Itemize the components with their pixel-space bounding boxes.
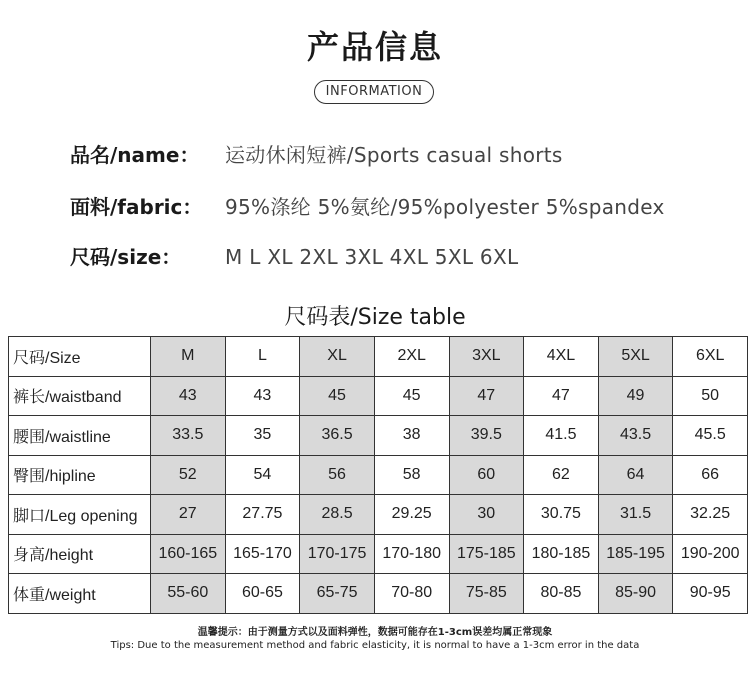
table-cell: 170-180	[374, 534, 449, 574]
table-cell: 45	[374, 376, 449, 416]
table-cell: 52	[151, 455, 226, 495]
tips-english: Tips: Due to the measurement method and fabric elasticity, it is normal to have a 1-3cm error in the data	[110, 640, 640, 651]
table-cell: 3XL	[449, 337, 524, 377]
row-label-cell: 尺码/Size	[9, 337, 151, 377]
table-cell: 45.5	[673, 416, 748, 456]
tips-chinese: 温馨提示：由于测量方式以及面料弹性，数据可能存在1-3cm误差均属正常现象	[197, 627, 553, 638]
fabric-label: 面料/fabric：	[70, 195, 203, 219]
table-cell: XL	[300, 337, 375, 377]
table-cell: 6XL	[673, 337, 748, 377]
info-row-size	[70, 242, 518, 272]
table-cell: 38	[374, 416, 449, 456]
table-cell: M	[151, 337, 226, 377]
information-badge: INFORMATION	[314, 80, 434, 104]
table-cell: 75-85	[449, 574, 524, 614]
row-label-cell: 身高/height	[9, 534, 151, 574]
table-cell: 2XL	[374, 337, 449, 377]
table-cell: 47	[524, 376, 599, 416]
table-row	[9, 416, 748, 456]
size-table-title: 尺码表/Size table	[284, 305, 466, 330]
name-label: 品名/name：	[70, 143, 200, 167]
fabric-value: 95%涤纶 5%氨纶/95%polyester 5%spandex	[225, 195, 665, 219]
table-cell: 175-185	[449, 534, 524, 574]
table-cell: 30.75	[524, 495, 599, 535]
size-table	[8, 336, 748, 614]
table-row	[9, 455, 748, 495]
table-cell: 80-85	[524, 574, 599, 614]
row-label-cell: 体重/weight	[9, 574, 151, 614]
table-row	[9, 534, 748, 574]
table-row	[9, 495, 748, 535]
table-cell: 85-90	[598, 574, 673, 614]
table-cell: 70-80	[374, 574, 449, 614]
row-label-cell: 脚口/Leg opening	[9, 495, 151, 535]
row-label-cell: 裤长/waistband	[9, 376, 151, 416]
table-cell: 31.5	[598, 495, 673, 535]
table-cell: 160-165	[151, 534, 226, 574]
table-cell: 180-185	[524, 534, 599, 574]
table-cell: 65-75	[300, 574, 375, 614]
table-cell: 54	[225, 455, 300, 495]
info-row-name	[70, 140, 563, 170]
info-row-fabric	[70, 192, 665, 222]
table-cell: 55-60	[151, 574, 226, 614]
table-cell: 27.75	[225, 495, 300, 535]
table-cell: 43.5	[598, 416, 673, 456]
table-cell: 33.5	[151, 416, 226, 456]
table-cell: 43	[225, 376, 300, 416]
table-cell: 39.5	[449, 416, 524, 456]
table-cell: 60-65	[225, 574, 300, 614]
table-cell: 90-95	[673, 574, 748, 614]
table-cell: 32.25	[673, 495, 748, 535]
table-cell: 62	[524, 455, 599, 495]
page-title: 产品信息	[306, 28, 443, 66]
table-cell: 49	[598, 376, 673, 416]
table-cell: 30	[449, 495, 524, 535]
table-cell: 56	[300, 455, 375, 495]
table-cell: 4XL	[524, 337, 599, 377]
name-value: 运动休闲短裤/Sports casual shorts	[225, 143, 563, 167]
table-cell: 190-200	[673, 534, 748, 574]
table-cell: 35	[225, 416, 300, 456]
table-header-row	[9, 337, 748, 377]
table-cell: 28.5	[300, 495, 375, 535]
table-row	[9, 376, 748, 416]
table-cell: 185-195	[598, 534, 673, 574]
table-cell: L	[225, 337, 300, 377]
table-cell: 41.5	[524, 416, 599, 456]
table-cell: 27	[151, 495, 226, 535]
table-cell: 5XL	[598, 337, 673, 377]
size-value: M L XL 2XL 3XL 4XL 5XL 6XL	[225, 245, 519, 269]
table-cell: 50	[673, 376, 748, 416]
table-cell: 36.5	[300, 416, 375, 456]
size-table-body	[9, 337, 748, 614]
table-cell: 170-175	[300, 534, 375, 574]
table-cell: 58	[374, 455, 449, 495]
row-label-cell: 臀围/hipline	[9, 455, 151, 495]
row-label-cell: 腰围/waistline	[9, 416, 151, 456]
table-row	[9, 574, 748, 614]
table-cell: 29.25	[374, 495, 449, 535]
table-cell: 43	[151, 376, 226, 416]
table-cell: 165-170	[225, 534, 300, 574]
size-label: 尺码/size：	[70, 245, 182, 269]
table-cell: 47	[449, 376, 524, 416]
table-cell: 60	[449, 455, 524, 495]
table-cell: 66	[673, 455, 748, 495]
table-cell: 64	[598, 455, 673, 495]
table-cell: 45	[300, 376, 375, 416]
